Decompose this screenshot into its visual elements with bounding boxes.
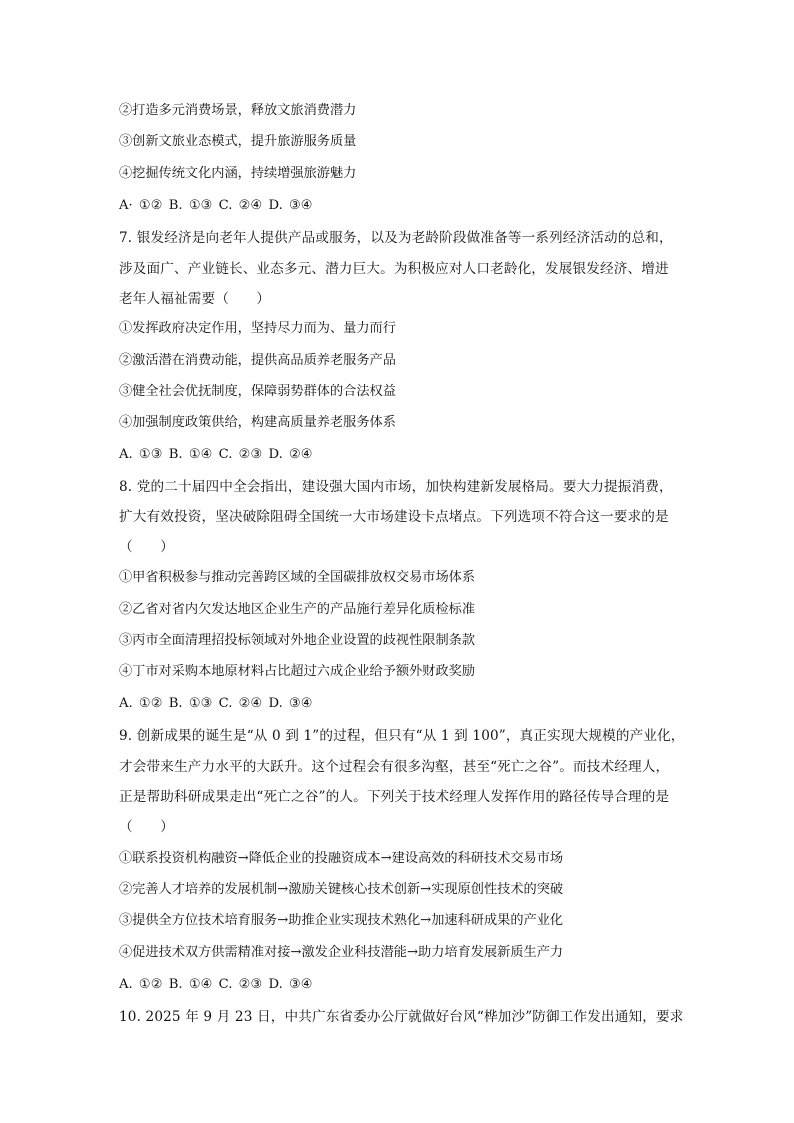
q9-stem-line-3: 正是帮助科研成果走出“死亡之谷”的人。下列关于技术经理人发挥作用的路径传导合理的是	[119, 789, 670, 805]
q7-stem-line-2: 涉及面广、产业链长、业态多元、潜力巨大。为积极应对人口老龄化，发展银发经济、增进	[119, 261, 669, 277]
q8-answer-blank: （ ）	[119, 539, 174, 555]
q7-option-3: ③健全社会优抚制度，保障弱势群体的合法权益	[119, 384, 396, 399]
q9-stem-line-2: 才会带来生产力水平的大跃升。这个过程会有很多沟壑，甚至“死亡之谷”。而技术经理人，	[119, 759, 670, 775]
q7-stem-line-1: 7. 银发经济是向老年人提供产品或服务，以及为老龄阶段做准备等一系列经济活动的总和，	[119, 230, 673, 246]
q8-option-2: ②乙省对省内欠发达地区企业生产的产品施行差异化质检标准	[119, 602, 476, 617]
q6-option-4: ④挖掘传统文化内涵，持续增强旅游魅力	[119, 166, 357, 181]
q8-stem-line-1: 8. 党的二十届四中全会指出，建设强大国内市场，加快构建新发展格局。要大力提振消费，	[119, 479, 673, 495]
q9-option-1: ①联系投资机构融资→降低企业的投融资成本→建设高效的科研技术交易市场	[119, 851, 564, 866]
q6-option-3: ③创新文旅业态模式，提升旅游服务质量	[119, 134, 357, 149]
q8-stem-line-2: 扩大有效投资，坚决破除阻碍全国统一大市场建设卡点堵点。下列选项不符合这一要求的是	[119, 509, 669, 525]
q9-option-3: ③提供全方位技术培育服务→助推企业实现技术熟化→加速科研成果的产业化	[119, 913, 564, 928]
q7-option-1: ①发挥政府决定作用，坚持尽力而为、量力而行	[119, 321, 396, 336]
q9-stem-line-1: 9. 创新成果的诞生是“从 0 到 1”的过程，但只有“从 1 到 100”，真正实现大规模的产业化，	[119, 728, 685, 744]
q8-option-1: ①甲省积极参与推动完善跨区域的全国碳排放权交易市场体系	[119, 570, 476, 585]
q10-stem-line-1: 10. 2025 年 9 月 23 日，中共广东省委办公厅就做好台风“桦加沙”防御工作发出通知，要求	[119, 1009, 684, 1025]
q6-choices: A· ①② B. ①③ C. ②④ D. ③④	[119, 198, 313, 213]
q8-choices: A. ①② B. ①③ C. ②④ D. ③④	[119, 696, 313, 711]
q7-choices: A. ①③ B. ①④ C. ②③ D. ②④	[119, 447, 313, 462]
q7-stem-line-3: 老年人福祉需要（ ）	[119, 291, 271, 307]
q9-option-2: ②完善人才培养的发展机制→激励关键核心技术创新→实现原创性技术的突破	[119, 882, 564, 897]
q7-option-2: ②激活潜在消费动能，提供高品质养老服务产品	[119, 353, 396, 368]
q9-choices: A. ①② B. ①④ C. ②③ D. ③④	[119, 977, 313, 992]
q8-option-3: ③丙市全面清理招投标领域对外地企业设置的歧视性限制条款	[119, 633, 476, 648]
q9-option-4: ④促进技术双方供需精准对接→激发企业科技潜能→助力培育发展新质生产力	[119, 945, 564, 960]
q8-option-4: ④丁市对采购本地原材料占比超过六成企业给予额外财政奖励	[119, 664, 476, 679]
q9-answer-blank: （ ）	[119, 819, 174, 835]
q7-option-4: ④加强制度政策供给，构建高质量养老服务体系	[119, 415, 396, 430]
q6-option-2: ②打造多元消费场景，释放文旅消费潜力	[119, 103, 357, 118]
